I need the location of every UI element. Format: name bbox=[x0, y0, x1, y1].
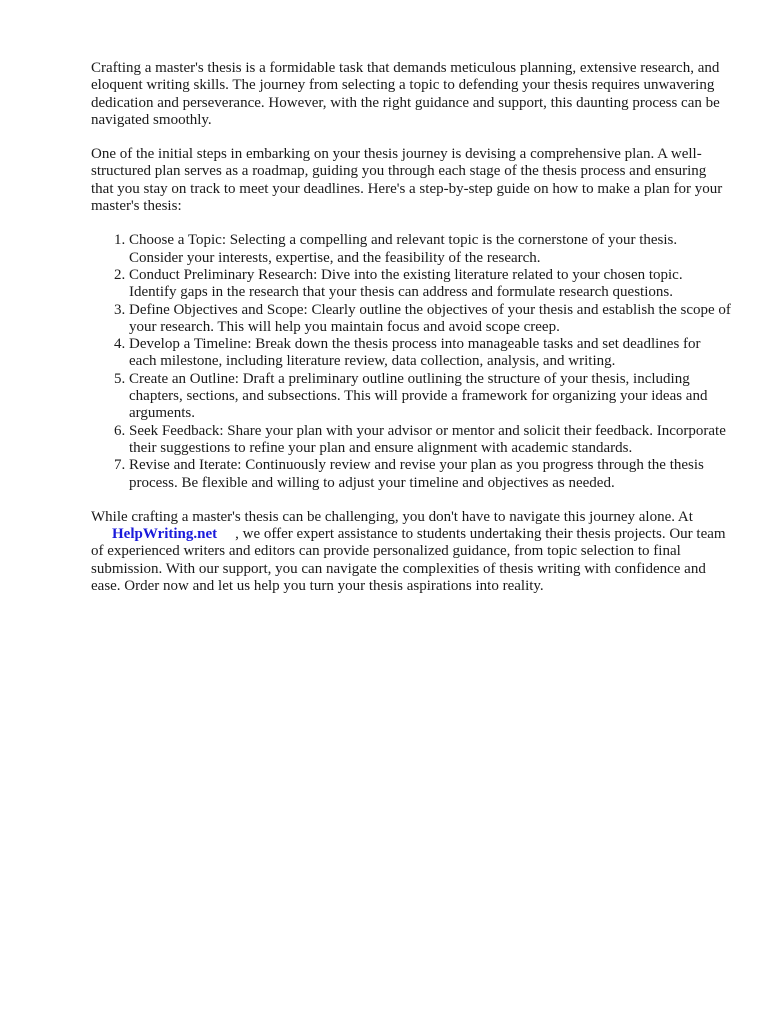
list-item: 2. Conduct Preliminary Research: Dive into the existing literature related to your chosen topic. Identify gaps in the research that your thesis can address and formulate research questions. bbox=[129, 267, 731, 302]
list-item: 6. Seek Feedback: Share your plan with your advisor or mentor and solicit their feedback. Incorporate their suggestions to refine your plan and ensure alignment with academic standards. bbox=[129, 423, 731, 458]
list-item: 5. Create an Outline: Draft a preliminary outline outlining the structure of your thesis, including chapters, sections, and subsections. This will provide a framework for organizing your ideas and arguments. bbox=[129, 371, 731, 423]
list-item: 7. Revise and Iterate: Continuously review and revise your plan as you progress through the thesis process. Be flexible and willing to adjust your timeline and objectives as needed. bbox=[129, 457, 731, 492]
plan-paragraph: One of the initial steps in embarking on your thesis journey is devising a comprehensive plan. A well-structured plan serves as a roadmap, guiding you through each stage of the thesis process and ensuring that you stay on track to meet your deadlines. Here's a step-by-step guide on how to make a plan for your master's thesis: bbox=[91, 146, 723, 215]
helpwriting-link[interactable]: HelpWriting.net bbox=[112, 526, 218, 543]
closing-paragraph bbox=[91, 509, 731, 595]
closing-text-start: While crafting a master's thesis can be challenging, you don't have to navigate this journey alone. At bbox=[91, 508, 693, 525]
steps-list bbox=[91, 232, 731, 491]
intro-paragraph: Crafting a master's thesis is a formidable task that demands meticulous planning, extensive research, and eloquent writing skills. The journey from selecting a topic to defending your thesis requires unwavering dedication and perseverance. However, with the right guidance and support, this daunting process can be navigated smoothly. bbox=[91, 60, 720, 128]
list-item: 3. Define Objectives and Scope: Clearly outline the objectives of your thesis and establish the scope of your research. This will help you maintain focus and avoid scope creep. bbox=[129, 302, 731, 337]
closing-text-end: , we offer expert assistance to students undertaking their thesis projects. Our team of experienced writers and editors can provide personalized guidance, from topic selection to final submission. With our support, you can navigate the complexities of thesis writing with confidence and ease. Order now and let us help you turn your thesis aspirations into reality. bbox=[91, 526, 726, 595]
list-item: 4. Develop a Timeline: Break down the thesis process into manageable tasks and set deadlines for each milestone, including literature review, data collection, analysis, and writing. bbox=[129, 336, 731, 371]
document-body bbox=[91, 60, 731, 612]
list-item: 1. Choose a Topic: Selecting a compelling and relevant topic is the cornerstone of your thesis. Consider your interests, expertise, and the feasibility of the research. bbox=[129, 232, 731, 267]
